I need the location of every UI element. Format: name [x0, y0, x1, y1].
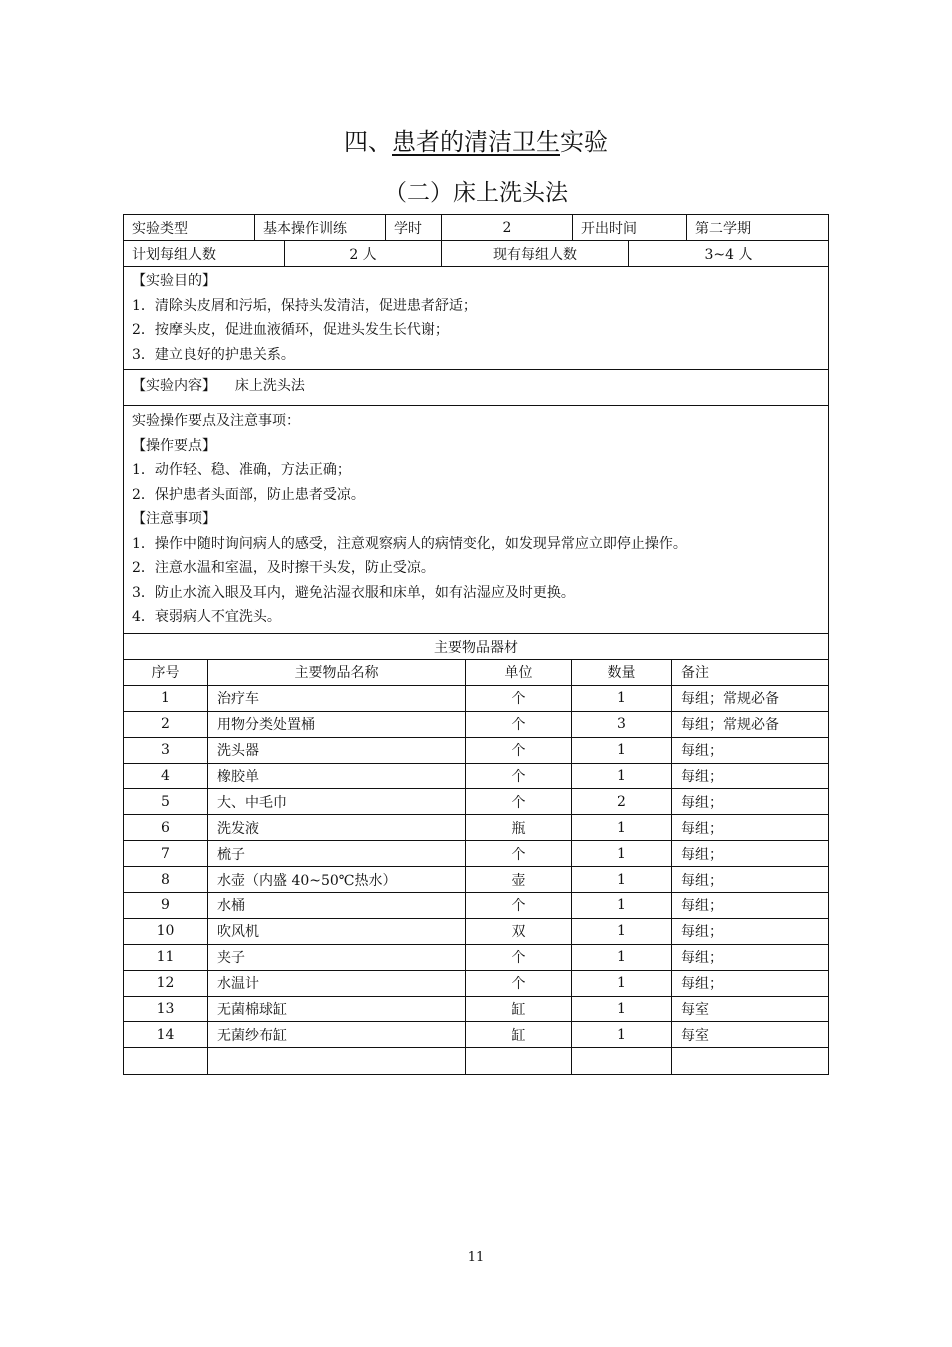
cell-note: 每组；: [681, 846, 723, 863]
point-item: 2．保护患者头面部，防止患者受凉。: [132, 486, 365, 503]
cell-note: 每组；常规必备: [681, 691, 779, 708]
cell-unit: 个: [466, 841, 572, 866]
page-number: 11: [467, 1250, 485, 1265]
cell-name: 无菌纱布缸: [208, 1022, 466, 1047]
table-row: [124, 764, 828, 790]
heading-prefix: 四、: [344, 128, 392, 156]
operation-intro: 实验操作要点及注意事项：: [132, 413, 300, 429]
materials-header-row: [124, 660, 828, 686]
table-row: [124, 945, 828, 971]
actual-label: 现有每组人数: [442, 241, 629, 266]
table-row: [124, 712, 828, 738]
cell-name: 大、中毛巾: [208, 789, 466, 814]
cell-unit: 壶: [466, 867, 572, 892]
cell-qty: 1: [572, 945, 672, 970]
actual-value: 3~4 人: [704, 246, 753, 263]
cell-unit: 个: [466, 764, 572, 789]
cell-name: 橡胶单: [208, 764, 466, 789]
purpose-title: 【实验目的】: [132, 273, 216, 289]
cell-note: 每室: [681, 1002, 709, 1019]
cell-note: [672, 1048, 828, 1074]
table-row: [124, 867, 828, 893]
purpose-item: 3．建立良好的护患关系。: [132, 346, 295, 363]
col-header-name: 主要物品名称: [208, 660, 466, 685]
cell-unit: 个: [466, 893, 572, 918]
table-row: [124, 789, 828, 815]
table-row: [124, 893, 828, 919]
page-heading: [0, 124, 952, 160]
info-row-2: [124, 241, 828, 267]
plan-label: 计划每组人数: [124, 241, 285, 266]
cell-unit: 个: [466, 686, 572, 711]
heading-suffix: 实验: [560, 128, 608, 156]
cell-index: 14: [124, 1022, 208, 1047]
cell-unit: [466, 1048, 572, 1074]
materials-title-row: [124, 634, 828, 660]
cell-unit: 双: [466, 919, 572, 944]
cell-note: 每组；: [681, 820, 723, 837]
cell-index: 6: [124, 815, 208, 840]
content-label: 【实验内容】: [132, 378, 216, 394]
cell-note: 每组；: [681, 898, 723, 915]
cell-qty: 1: [572, 893, 672, 918]
note-item: 1．操作中随时询问病人的感受，注意观察病人的病情变化，如发现异常应立即停止操作。: [132, 535, 687, 552]
cell-qty: 3: [572, 712, 672, 737]
cell-unit: 个: [466, 789, 572, 814]
cell-name: [208, 1048, 466, 1074]
type-value: 基本操作训练: [255, 215, 386, 240]
cell-qty: 2: [572, 789, 672, 814]
cell-unit: 缸: [466, 1022, 572, 1047]
cell-qty: 1: [572, 738, 672, 763]
cell-qty: 1: [572, 997, 672, 1022]
materials-title: 主要物品器材: [434, 639, 518, 656]
table-row: [124, 738, 828, 764]
cell-name: 洗发液: [208, 815, 466, 840]
col-header-note: 备注: [681, 665, 709, 682]
cell-unit: 个: [466, 738, 572, 763]
cell-name: 水温计: [208, 971, 466, 996]
cell-name: 用物分类处置桶: [208, 712, 466, 737]
content-value: 床上洗头法: [234, 378, 305, 394]
col-header-unit: 单位: [466, 660, 572, 685]
cell-name: 梳子: [208, 841, 466, 866]
cell-index: 7: [124, 841, 208, 866]
cell-qty: 1: [572, 971, 672, 996]
operation-section: [124, 406, 828, 634]
cell-index: 2: [124, 712, 208, 737]
cell-index: 12: [124, 971, 208, 996]
table-row: [124, 1022, 828, 1048]
heading-underlined: 患者的清洁卫生: [392, 128, 560, 156]
cell-name: 夹子: [208, 945, 466, 970]
cell-note: 每组；: [681, 872, 723, 889]
table-row: [124, 919, 828, 945]
purpose-item: 1．清除头皮屑和污垢，保持头发清洁，促进患者舒适；: [132, 297, 477, 314]
start-label: 开出时间: [573, 215, 687, 240]
materials-table: [124, 660, 828, 1074]
table-row: [124, 686, 828, 712]
cell-index: 11: [124, 945, 208, 970]
purpose-item: 2．按摩头皮，促进血液循环，促进头发生长代谢；: [132, 322, 449, 338]
start-value: 第二学期: [695, 220, 751, 237]
cell-qty: 1: [572, 686, 672, 711]
cell-qty: 1: [572, 815, 672, 840]
cell-name: 无菌棉球缸: [208, 997, 466, 1022]
cell-name: 水桶: [208, 893, 466, 918]
experiment-table: [123, 214, 829, 1075]
cell-index: 5: [124, 789, 208, 814]
note-item: 2．注意水温和室温，及时擦干头发，防止受凉。: [132, 560, 435, 576]
cell-qty: 1: [572, 841, 672, 866]
cell-index: 13: [124, 997, 208, 1022]
table-row: [124, 841, 828, 867]
cell-unit: 个: [466, 971, 572, 996]
table-row: [124, 1048, 828, 1074]
cell-index: 9: [124, 893, 208, 918]
cell-qty: 1: [572, 919, 672, 944]
cell-note: 每室: [681, 1027, 709, 1044]
points-title: 【操作要点】: [132, 437, 216, 454]
cell-unit: 瓶: [466, 815, 572, 840]
cell-index: 10: [124, 919, 208, 944]
cell-qty: [572, 1048, 672, 1074]
cell-note: 每组；: [681, 769, 723, 785]
point-item: 1．动作轻、稳、准确，方法正确；: [132, 462, 351, 478]
cell-name: 治疗车: [208, 686, 466, 711]
cell-note: 每组；: [681, 924, 723, 941]
cell-name: 水壶（内盛 40~50℃热水）: [208, 867, 466, 892]
cell-unit: 个: [466, 712, 572, 737]
cell-note: 每组；: [681, 743, 723, 760]
cell-index: 3: [124, 738, 208, 763]
cell-name: 洗头器: [208, 738, 466, 763]
content-section: [124, 370, 828, 406]
col-header-qty: 数量: [572, 660, 672, 685]
cell-index: 4: [124, 764, 208, 789]
cell-index: 1: [124, 686, 208, 711]
cell-unit: 个: [466, 945, 572, 970]
cell-note: 每组；: [681, 950, 723, 967]
notes-title: 【注意事项】: [132, 511, 216, 527]
table-row: [124, 815, 828, 841]
info-row-1: [124, 215, 828, 241]
cell-qty: 1: [572, 764, 672, 789]
purpose-section: [124, 267, 828, 370]
cell-note: 每组；: [681, 794, 723, 811]
cell-name: 吹风机: [208, 919, 466, 944]
table-row: [124, 971, 828, 997]
cell-index: [124, 1048, 208, 1074]
cell-unit: 缸: [466, 997, 572, 1022]
cell-qty: 1: [572, 1022, 672, 1047]
hours-label: 学时: [386, 215, 442, 240]
hours-value: 2: [442, 215, 573, 240]
note-item: 4．衰弱病人不宜洗头。: [132, 609, 281, 625]
page-subheading: （二）床上洗头法: [384, 180, 568, 206]
cell-index: 8: [124, 867, 208, 892]
type-label: 实验类型: [124, 215, 255, 240]
cell-note: 每组；常规必备: [681, 717, 779, 734]
note-item: 3．防止水流入眼及耳内，避免沾湿衣服和床单，如有沾湿应及时更换。: [132, 584, 575, 601]
col-header-index: 序号: [124, 660, 208, 685]
table-row: [124, 997, 828, 1023]
cell-qty: 1: [572, 867, 672, 892]
plan-value: 2 人: [285, 241, 442, 266]
cell-note: 每组；: [681, 976, 723, 993]
